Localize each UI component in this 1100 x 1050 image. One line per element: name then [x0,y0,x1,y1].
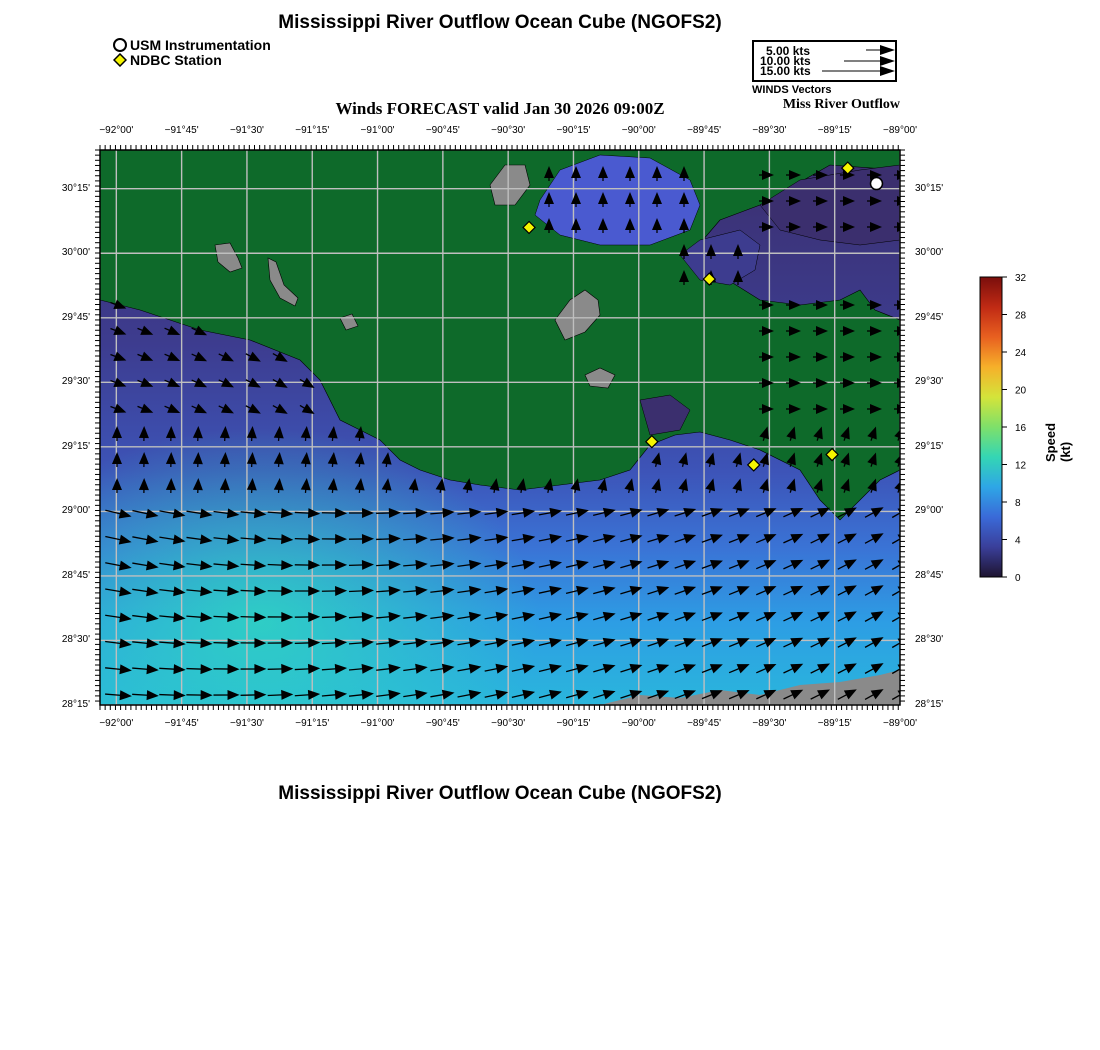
open-circle-icon [113,38,127,52]
lon-label: −91°00' [360,718,395,729]
lat-label: 29°00' [61,505,90,517]
lon-label: −89°00' [883,718,917,729]
speed-colorbar [975,270,1035,585]
vector-legend-caption: WINDS Vectors [752,84,832,96]
lon-label: −92°00' [99,125,134,136]
lon-label: −89°45' [687,125,722,136]
yellow-diamond-icon [113,53,127,67]
lon-label: −90°45' [425,718,460,729]
lat-label: 30°00' [915,247,944,259]
legend-usm-label: USM Instrumentation [130,37,271,53]
colorbar-tick-label: 24 [1015,348,1027,359]
wind-map [0,115,960,740]
lon-label: −91°15' [295,718,330,729]
lon-label: −90°30' [491,718,526,729]
colorbar-tick-label: 8 [1015,498,1021,509]
lon-label: −89°45' [687,718,722,729]
colorbar-tick-label: 0 [1015,573,1021,584]
usm-station-marker [870,178,882,190]
lat-label: 30°00' [61,247,90,259]
vector-legend-label-15: 15.00 kts [760,64,811,78]
colorbar-tick-label: 20 [1015,385,1027,397]
lat-label: 30°15' [915,182,944,194]
lon-label: −91°45' [164,125,199,136]
lon-label: −90°00' [621,125,656,136]
lon-label: −89°15' [817,718,852,729]
lon-label: −89°15' [817,125,852,136]
vector-legend-label-10: 10.00 kts [760,54,811,68]
lon-label: −90°45' [425,125,460,136]
lon-label: −90°15' [556,125,591,136]
legend-ndbc-label: NDBC Station [130,52,222,68]
colorbar-tick-label: 28 [1015,310,1027,322]
lon-label: −89°00' [883,125,917,136]
lon-label: −91°45' [164,718,199,729]
lon-label: −89°30' [752,125,787,136]
forecast-subtitle: Winds FORECAST valid Jan 30 2026 09:00Z [335,99,665,118]
lon-label: −91°00' [360,125,395,136]
lat-label: 29°45' [915,311,944,323]
lat-label: 28°15' [915,699,944,710]
arrow-icon [880,56,895,66]
lon-label: −91°15' [295,125,330,136]
lon-label: −91°30' [229,125,264,136]
colorbar-tick-label: 16 [1015,423,1027,434]
page-title: Mississippi River Outflow Ocean Cube (NGOFS2) [278,12,722,33]
vector-legend-label-5: 5.00 kts [766,44,811,58]
lon-label: −92°00' [99,718,134,729]
lat-label: 29°15' [61,440,90,452]
colorbar-tick-label: 4 [1015,535,1021,547]
footer-title: Mississippi River Outflow Ocean Cube (NGOFS2) [278,783,722,804]
lat-label: 30°15' [61,182,90,194]
lat-label: 28°45' [61,569,90,581]
region-label: Miss River Outflow [782,97,900,112]
lat-label: 29°00' [915,505,944,517]
lon-label: −91°30' [229,718,264,729]
arrow-icon [880,45,895,55]
lon-label: −90°15' [556,718,591,729]
colorbar-tick-label: 12 [1015,460,1027,472]
vector-legend-box [752,40,897,82]
lat-label: 29°45' [61,311,90,323]
colorbar-tick-label: 32 [1015,273,1027,284]
lat-label: 28°45' [915,569,944,581]
lon-label: −90°30' [491,125,526,136]
lon-label: −89°30' [752,718,787,729]
lat-label: 28°30' [61,634,90,646]
lat-label: 29°30' [61,376,90,388]
lat-label: 29°15' [915,440,944,452]
lat-label: 28°15' [61,699,90,710]
lon-label: −90°00' [621,718,656,729]
lat-label: 28°30' [915,634,944,646]
colorbar-title: Speed (kt) [1043,422,1073,462]
vector-legend-arrows [754,42,895,80]
legend-usm [113,38,271,53]
arrow-icon [880,66,895,76]
lat-label: 29°30' [915,376,944,388]
legend-ndbc [113,53,222,68]
